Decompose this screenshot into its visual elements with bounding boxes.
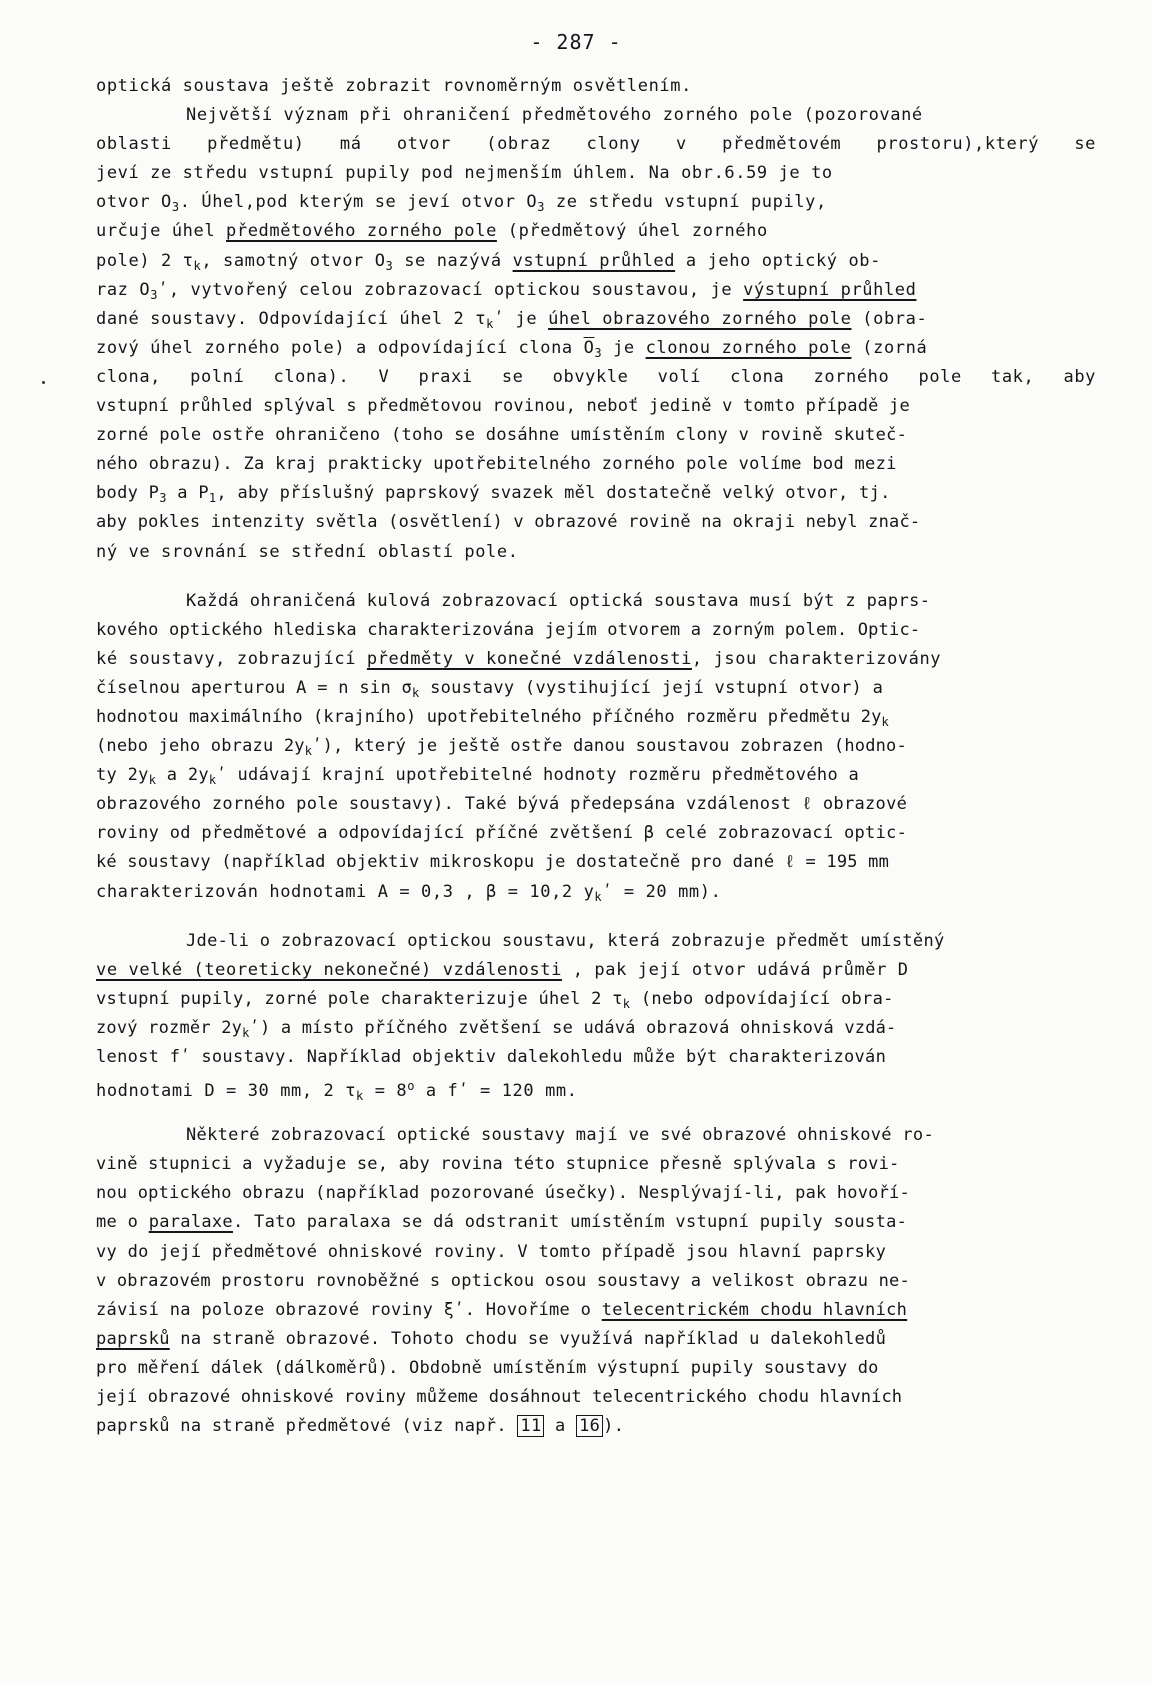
- text-line: lenost fʹ soustavy. Například objektiv dalekohledu může být charakterizován: [96, 1047, 887, 1067]
- text-line: ve velké (teoreticky nekonečné) vzdálenosti , pak její otvor udává průměr D: [96, 959, 909, 980]
- text-line: optická soustava ještě zobrazit rovnoměrným osvětlením.: [96, 76, 692, 96]
- underlined-term: paprsků: [96, 1328, 170, 1349]
- text-line: roviny od předmětové a odpovídající příčné zvětšení β celé zobrazovací optic-: [96, 823, 908, 844]
- underlined-term: předmětového zorného pole: [226, 221, 497, 242]
- text-line: charakterizován hodnotami A = 0,3 , β = 10,2 $y_kʹ = 20$ mm).: [96, 881, 722, 904]
- document-body: [96, 72, 1096, 1441]
- text-line: ný ve srovnání se střední oblastí pole.: [96, 541, 519, 562]
- text-line: zový rozměr $2y_kʹ$) a místo příčného zvětšení se udává obrazová ohnisková vzdá-: [96, 1017, 897, 1040]
- reference-box: 16: [576, 1415, 603, 1437]
- reference-box: 11: [517, 1415, 544, 1437]
- text-line: ké soustavy (například objektiv mikroskopu je dostatečně pro dané ℓ = 195 mm: [96, 852, 890, 873]
- text-line: určuje úhel předmětového zorného pole (předmětový úhel zorného: [96, 221, 768, 242]
- text-line: hodnotou maximálního (krajního) upotřebitelného příčného rozměru předmětu $2y_k$: [96, 706, 889, 729]
- text-line: hodnotami D = 30 mm, 2 $\tau_k = 8^o$ a fʹ = 120 mm.: [96, 1079, 578, 1104]
- text-line: me o paralaxe. Tato paralaxa se dá odstranit umístěním vstupní pupily sousta-: [96, 1212, 908, 1233]
- text-line: paprsků na straně obrazové. Tohoto chodu se využívá například u dalekohledů: [96, 1328, 887, 1349]
- text-line: v obrazovém prostoru rovnoběžné s optickou osou soustavy a velikost obrazu ne-: [96, 1270, 910, 1291]
- text-line: otvor $O_3$. Úhel,pod kterým se jeví otvor $O_3$ ze středu vstupní pupily,: [96, 192, 827, 215]
- text-line: oblasti předmětu) má otvor (obraz clony v předmětovém prostoru),který se: [96, 134, 1096, 155]
- text-line: zový úhel zorného pole) a odpovídající clona $\overline{O}_3$ je clonou zorného pole (zorná: [96, 337, 928, 360]
- text-line: aby pokles intenzity světla (osvětlení) v obrazové rovině na okraji nebyl znač-: [96, 512, 921, 533]
- text-line: číselnou aperturou A = n $\sin \sigma_k$ soustavy (vystihující její vstupní otvor) a: [96, 677, 884, 700]
- text-line: Každá ohraničená kulová zobrazovací optická soustava musí být z paprs-: [186, 590, 931, 611]
- text-line: pro měření dálek (dálkoměrů). Obdobně umístěním výstupní pupily soustavy do: [96, 1357, 879, 1378]
- text-line: Jde-li o zobrazovací optickou soustavu, která zobrazuje předmět umístěný: [186, 930, 945, 951]
- underlined-term: paralaxe: [148, 1212, 233, 1233]
- text-line: dané soustavy. Odpovídající úhel 2 $\tau_kʹ$ je úhel obrazového zorného pole (obra-: [96, 308, 928, 331]
- text-line: vy do její předmětové ohniskové roviny. V tomto případě jsou hlavní paprsky: [96, 1241, 887, 1262]
- underlined-term: výstupní průhled: [743, 279, 917, 300]
- text-line: ké soustavy, zobrazující předměty v konečné vzdálenosti, jsou charakterizovány: [96, 648, 942, 669]
- text-line: Největší význam při ohraničení předmětového zorného pole (pozorované: [186, 105, 923, 126]
- text-line: vstupní průhled splýval s předmětovou rovinou, neboť jedině v tomto případě je: [96, 396, 910, 417]
- text-line: paprsků na straně předmětové (viz např. 11 a 16 ).: [96, 1416, 625, 1437]
- text-line: jeví ze středu vstupní pupily pod nejmenším úhlem. Na obr.6.59 je to: [96, 163, 833, 184]
- page-number: - 287 -: [530, 30, 622, 54]
- text-line: ného obrazu). Za kraj prakticky upotřebitelného zorného pole volíme bod mezi: [96, 454, 897, 475]
- text-line: kového optického hlediska charakterizována jejím otvorem a zorným polem. Optic-: [96, 619, 921, 640]
- text-line: (nebo jeho obrazu $2y_kʹ$), který je ještě ostře danou soustavou zobrazen (hodno-: [96, 736, 907, 759]
- text-line: obrazového zorného pole soustavy). Také bývá předepsána vzdálenost ℓ obrazové: [96, 794, 908, 815]
- text-line: vstupní pupily, zorné pole charakterizuje úhel 2 $\tau_k$ (nebo odpovídající obra-: [96, 988, 894, 1011]
- text-line: vině stupnici a vyžaduje se, aby rovina této stupnice přesně splývala s rovi-: [96, 1154, 900, 1175]
- text-line: její obrazové ohniskové roviny můžeme dosáhnout telecentrického chodu hlavních: [96, 1387, 903, 1408]
- text-line: pole) 2 $\tau_k$, samotný otvor $O_3$ se nazývá vstupní průhled a jeho optický ob-: [96, 250, 881, 273]
- underlined-term: úhel obrazového zorného pole: [548, 308, 852, 329]
- text-line: nou optického obrazu (například pozorované úsečky). Nesplývají-li, pak hovoří-: [96, 1183, 910, 1204]
- text-line: závisí na poloze obrazové roviny ξʹ. Hovoříme o telecentrickém chodu hlavních: [96, 1299, 908, 1320]
- underlined-term: vstupní průhled: [512, 250, 676, 271]
- text-line: Některé zobrazovací optické soustavy mají ve své obrazové ohniskové ro-: [186, 1125, 934, 1146]
- underlined-term: předměty v konečné vzdálenosti: [366, 648, 692, 669]
- margin-dot: [42, 381, 45, 384]
- text-line: clona, polní clona). V praxi se obvykle volí clona zorného pole tak, aby: [96, 366, 1096, 387]
- text-line: zorné pole ostře ohraničeno (toho se dosáhne umístěním clony v rovině skuteč-: [96, 425, 908, 446]
- text-line: body $P_3$ a $P_1$, aby příslušný paprskový svazek měl dostatečně velký otvor, tj.: [96, 483, 891, 506]
- underlined-term: ve velké (teoreticky nekonečné) vzdálenosti: [96, 959, 562, 980]
- text-line: raz $O_3ʹ$, vytvořený celou zobrazovací optickou soustavou, je výstupní průhled: [96, 279, 917, 302]
- underlined-term: telecentrickém chodu hlavních: [601, 1299, 908, 1320]
- text-line: ty $2y_k$ a $2y_kʹ$ udávají krajní upotřebitelné hodnoty rozměru předmětového a: [96, 765, 860, 788]
- underlined-term: clonou zorného pole: [645, 337, 852, 358]
